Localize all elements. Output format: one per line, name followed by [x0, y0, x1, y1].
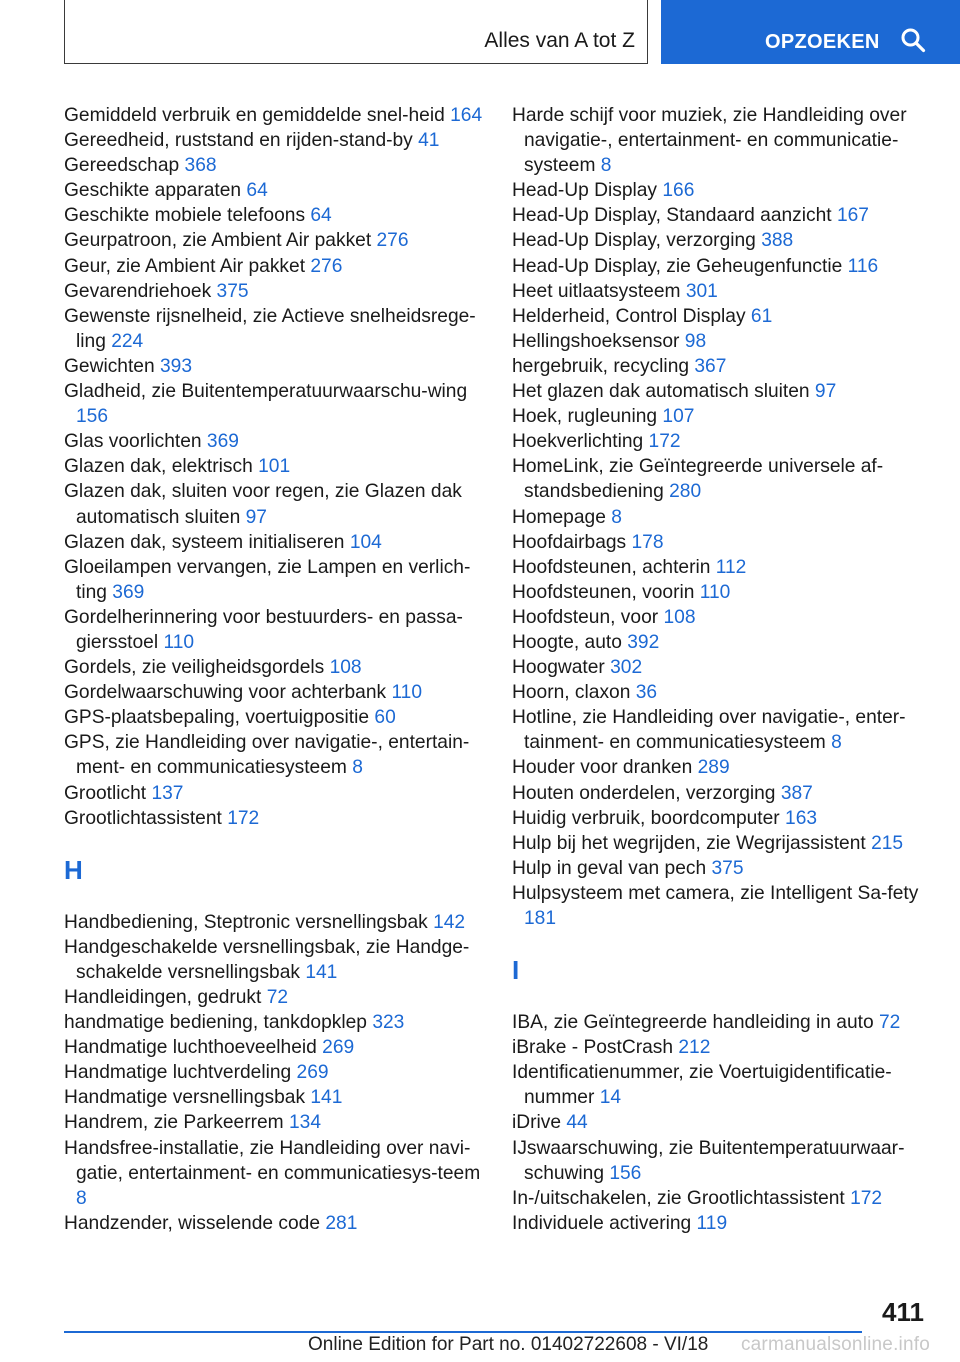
page-link[interactable]: 302: [610, 657, 643, 679]
page-link[interactable]: 64: [246, 180, 268, 202]
index-entry-text: Hulp bij het wegrijden, zie Wegrijassistent: [512, 832, 866, 854]
index-entry: [512, 329, 932, 354]
index-entry: [64, 128, 484, 153]
index-entry: [64, 1010, 484, 1035]
index-entry-text: GPS, zie Handleiding over navigatie-, entertain-ment- en communicatiesysteem: [64, 732, 470, 779]
index-entry: [512, 705, 932, 755]
index-entry: [64, 705, 484, 730]
page-link[interactable]: 72: [266, 987, 289, 1008]
page-link[interactable]: 110: [699, 581, 731, 603]
page-link[interactable]: 8: [611, 506, 622, 528]
page-link[interactable]: 172: [227, 807, 260, 829]
page-link[interactable]: 8: [76, 1187, 87, 1209]
index-entry-text: Glazen dak, systeem initialiseren: [64, 531, 345, 553]
index-entry: [512, 1035, 932, 1060]
page-link[interactable]: 8: [600, 155, 612, 177]
index-entry-text: Het glazen dak automatisch sluiten: [512, 381, 810, 403]
index-entry-text: Hulpsysteem met camera, zie Intelligent Sa-fety: [512, 882, 919, 904]
index-entry: [64, 1035, 484, 1060]
index-entry: [512, 755, 932, 780]
page-link[interactable]: 276: [376, 230, 409, 252]
index-entry-text: Gereedheid, ruststand en rijden-stand-by: [64, 130, 413, 152]
page-link[interactable]: 289: [697, 757, 730, 779]
page-link[interactable]: 97: [245, 506, 267, 528]
index-entry-text: GPS-plaatsbepaling, voertuigpositie: [64, 707, 370, 729]
index-entry-text: Geschikte apparaten: [64, 180, 242, 202]
index-entry-text: In-/uitschakelen, zie Grootlichtassistent: [512, 1187, 845, 1209]
page-link[interactable]: 119: [696, 1212, 728, 1234]
index-entry: [64, 806, 484, 831]
index-entry-text: Head-Up Display, verzorging: [512, 230, 756, 252]
index-entry-text: Harde schijf voor muziek, zie Handleiding over navigatie-, entertainment- en communicatie-systeem: [512, 105, 907, 177]
page-link[interactable]: 166: [662, 180, 695, 202]
page-link[interactable]: 388: [761, 230, 794, 252]
page-link[interactable]: 224: [111, 330, 144, 352]
page-link[interactable]: 110: [391, 682, 423, 704]
index-entry-text: iDrive: [512, 1112, 562, 1134]
page-link[interactable]: 104: [349, 531, 382, 553]
page-link[interactable]: 368: [184, 155, 217, 177]
page-number: 411: [882, 1297, 924, 1327]
index-entry: [512, 1186, 932, 1211]
index-entry: [64, 304, 484, 354]
page-link[interactable]: 14: [599, 1087, 622, 1109]
index-entry-text: Gordelherinnering voor bestuurders- en passa-giersstoel: [64, 606, 463, 653]
index-entry-text: IJswaarschuwing, zie Buitentemperatuurwaar-schuwing: [512, 1137, 905, 1184]
page-link[interactable]: 108: [663, 606, 696, 628]
index-entry-text: Hoofdairbags: [512, 531, 627, 553]
page-link[interactable]: 375: [216, 280, 249, 302]
index-entry: [512, 1136, 932, 1186]
index-entry: [512, 454, 932, 504]
section-tab[interactable]: [64, 0, 648, 64]
page-link[interactable]: 163: [785, 807, 818, 829]
page-link[interactable]: 97: [814, 381, 837, 403]
index-entry-text: Handsfree-installatie, zie Handleiding over navi-gatie, entertainment- en communicatiesys-teem: [64, 1137, 481, 1184]
page-link[interactable]: 60: [374, 707, 396, 729]
page-link[interactable]: 142: [433, 911, 466, 933]
index-entry: [512, 630, 932, 655]
index-entry-text: Glazen dak, sluiten voor regen, zie Glazen dak automatisch sluiten: [64, 481, 462, 528]
index-entry-text: Head-Up Display: [512, 180, 658, 202]
page-link[interactable]: 141: [305, 961, 338, 983]
index-entry-text: Handmatige versnellingsbak: [64, 1087, 306, 1109]
index-entry: [512, 429, 932, 454]
index-entry-text: Gladheid, zie Buitentemperatuurwaarschu-wing: [64, 381, 468, 403]
index-entry-text: Handgeschakelde versnellingsbak, zie Handge-schakelde versnellingsbak: [64, 936, 470, 983]
page-link[interactable]: 134: [289, 1112, 322, 1134]
index-entry-text: Hoofdsteun, voor: [512, 606, 659, 628]
page-link[interactable]: 281: [325, 1212, 358, 1234]
index-entry: [64, 379, 484, 429]
index-entry-text: Hotline, zie Handleiding over navigatie-, enter-tainment- en communicatiesysteem: [512, 707, 906, 754]
index-entry-text: Hoorn, claxon: [512, 682, 631, 704]
index-entry: [512, 304, 932, 329]
index-entry-text: Huidig verbruik, boordcomputer: [512, 807, 780, 829]
index-entry: [64, 935, 484, 985]
index-entry: [64, 605, 484, 655]
page-link[interactable]: 141: [310, 1087, 343, 1109]
index-entry-text: Hoogwater: [512, 657, 605, 679]
page-link[interactable]: 108: [329, 657, 362, 679]
letter-heading: H: [64, 854, 83, 885]
index-entry: [512, 203, 932, 228]
index-entry-text: Geur, zie Ambient Air pakket: [64, 255, 306, 277]
index-entry: [512, 781, 932, 806]
index-entry: [512, 680, 932, 705]
index-entry-text: Hoofdsteunen, voorin: [512, 581, 695, 603]
index-entry-text: Hellingshoeksensor: [512, 330, 680, 352]
index-entry: [64, 153, 484, 178]
index-entry-text: Glas voorlichten: [64, 431, 202, 453]
index-entry: [64, 680, 484, 705]
index-entry-text: Grootlicht: [64, 782, 147, 804]
index-entry-text: Hoofdsteunen, achterin: [512, 556, 711, 578]
index-entry-text: Gloeilampen vervangen, zie Lampen en verlich-ting: [64, 556, 471, 603]
page-link[interactable]: 137: [151, 782, 184, 804]
index-entry-text: Heet uitlaatsysteem: [512, 280, 681, 302]
page-link[interactable]: 393: [160, 355, 193, 377]
index-entry: [512, 856, 932, 881]
index-entry: [64, 655, 484, 680]
page-link[interactable]: 107: [662, 406, 695, 428]
index-entry-text: Houder voor dranken: [512, 757, 693, 779]
index-column-left: [64, 103, 484, 1236]
index-entry-text: Houten onderdelen, verzorging: [512, 782, 776, 804]
page-link[interactable]: 167: [836, 205, 869, 227]
index-entry: [64, 1211, 484, 1236]
index-entry-text: Handzender, wisselende code: [64, 1212, 321, 1234]
index-entry: [64, 1085, 484, 1110]
search-icon: [900, 27, 926, 53]
index-entry-text: Handmatige luchthoeveelheid: [64, 1037, 317, 1059]
footer-divider: [64, 1331, 862, 1333]
index-entry: [512, 806, 932, 831]
index-entry-text: Gereedschap: [64, 155, 180, 177]
index-entry-text: iBrake - PostCrash: [512, 1037, 674, 1059]
index-entry: [64, 1110, 484, 1135]
index-entry: [64, 1136, 484, 1211]
page-link[interactable]: 164: [450, 105, 483, 126]
index-entry: [512, 279, 932, 304]
index-entry: [512, 555, 932, 580]
page-link[interactable]: 269: [322, 1037, 355, 1059]
page-link[interactable]: 215: [871, 832, 904, 854]
page-link[interactable]: 98: [684, 330, 707, 352]
page-link[interactable]: 156: [76, 406, 109, 428]
index-entry: [512, 404, 932, 429]
index-entry-text: Individuele activering: [512, 1212, 692, 1234]
index-entry: [64, 910, 484, 935]
index-entry: [64, 228, 484, 253]
index-entry-text: HomeLink, zie Geïntegreerde universele af-standsbediening: [512, 456, 884, 503]
index-entry: [512, 228, 932, 253]
page-link[interactable]: 276: [310, 255, 343, 277]
page-link[interactable]: 375: [711, 857, 744, 879]
index-entry: [512, 1010, 932, 1035]
search-button-label: OPZOEKEN: [765, 31, 880, 53]
index-entry-text: Gewichten: [64, 355, 155, 377]
index-entry-text: Hoekverlichting: [512, 431, 644, 453]
index-entry-text: Geschikte mobiele telefoons: [64, 205, 306, 227]
index-entry: [512, 379, 932, 404]
index-entry: [512, 178, 932, 203]
index-entry: [64, 985, 484, 1010]
index-entry-text: Handrem, zie Parkeerrem: [64, 1112, 284, 1134]
page-link[interactable]: 369: [112, 581, 145, 603]
index-entry-text: Helderheid, Control Display: [512, 305, 746, 327]
page-link[interactable]: 172: [850, 1187, 883, 1209]
page-link[interactable]: 367: [694, 355, 727, 377]
search-button[interactable]: [661, 0, 960, 64]
page-link[interactable]: 64: [310, 205, 332, 227]
watermark-text: carmanualsonline.info: [740, 1334, 930, 1355]
index-entry-text: Glazen dak, elektrisch: [64, 456, 253, 478]
index-entry-text: Geurpatroon, zie Ambient Air pakket: [64, 230, 372, 252]
index-entry-text: Handmatige luchtverdeling: [64, 1062, 292, 1084]
index-entry: [64, 178, 484, 203]
index-entry: [64, 730, 484, 780]
index-entry-text: hergebruik, recycling: [512, 355, 690, 377]
page-link[interactable]: 101: [258, 456, 291, 478]
page-link[interactable]: 72: [878, 1012, 901, 1034]
index-entry: [512, 1211, 932, 1236]
index-entry: [64, 1060, 484, 1085]
index-entry: [64, 781, 484, 806]
index-entry: [512, 655, 932, 680]
index-entry-text: Handleidingen, gedrukt: [64, 987, 262, 1008]
index-entry-text: Homepage: [512, 506, 606, 528]
page-link[interactable]: 323: [372, 1012, 405, 1034]
index-entry-text: Hoogte, auto: [512, 631, 622, 653]
index-entry: [64, 530, 484, 555]
page-link[interactable]: 369: [206, 431, 239, 453]
index-entry-text: Gewenste rijsnelheid, zie Actieve snelheidsrege-ling: [64, 305, 476, 352]
letter-heading: I: [512, 955, 520, 986]
index-entry: [64, 254, 484, 279]
page-link[interactable]: 172: [648, 431, 681, 453]
index-entry: [512, 605, 932, 630]
page-link[interactable]: 178: [631, 531, 664, 553]
index-entry: [64, 203, 484, 228]
index-column-right: [512, 103, 932, 1236]
page-link[interactable]: 110: [163, 631, 195, 653]
index-entry-text: Hulp in geval van pech: [512, 857, 707, 879]
page-link[interactable]: 8: [831, 732, 842, 754]
page-link[interactable]: 392: [627, 631, 660, 653]
section-tab-label: Alles van A tot Z: [484, 29, 635, 52]
index-entry-text: Head-Up Display, Standaard aanzicht: [512, 205, 832, 227]
index-entry: [512, 831, 932, 856]
index-entry: [64, 103, 484, 128]
page-link[interactable]: 61: [750, 305, 773, 327]
page-link[interactable]: 112: [715, 556, 747, 578]
index-entry-text: Grootlichtassistent: [64, 807, 222, 829]
index-entry: [512, 580, 932, 605]
index-entry: [64, 354, 484, 379]
page-link[interactable]: 181: [524, 908, 557, 929]
page-link[interactable]: 301: [685, 280, 718, 302]
page-link[interactable]: 212: [678, 1037, 711, 1059]
index-entry-text: Hoek, rugleuning: [512, 406, 658, 428]
index-entry-text: IBA, zie Geïntegreerde handleiding in auto: [512, 1012, 874, 1034]
index-entry-text: Gordels, zie veiligheidsgordels: [64, 657, 325, 679]
page-link[interactable]: 280: [669, 481, 702, 503]
page-link[interactable]: 41: [418, 130, 440, 152]
page-link[interactable]: 156: [609, 1162, 642, 1184]
page-link[interactable]: 36: [635, 682, 658, 704]
page-link[interactable]: 269: [296, 1062, 329, 1084]
index-entry: [64, 555, 484, 605]
index-entry: [512, 354, 932, 379]
page-link[interactable]: 44: [566, 1112, 588, 1134]
index-entry-text: handmatige bediening, tankdopklep: [64, 1012, 367, 1034]
index-entry: [512, 530, 932, 555]
index-entry-text: Gevarendriehoek: [64, 280, 212, 302]
index-entry: [512, 1110, 932, 1135]
index-entry: [64, 454, 484, 479]
index-entry: [512, 881, 932, 931]
index-entry: [512, 103, 932, 178]
index-entry: [64, 279, 484, 304]
index-entry: [512, 254, 932, 279]
index-entry-text: Identificatienummer, zie Voertuigidentificatie-nummer: [512, 1062, 892, 1109]
index-entry-text: Gordelwaarschuwing voor achterbank: [64, 682, 387, 704]
index-entry-text: Gemiddeld verbruik en gemiddelde snel-heid: [64, 105, 445, 126]
index-entry: [512, 505, 932, 530]
index-entry: [512, 1060, 932, 1110]
index-entry-text: Head-Up Display, zie Geheugenfunctie: [512, 255, 843, 277]
edition-text: Online Edition for Part no. 01402722608 - VI/18: [308, 1334, 709, 1355]
page-link[interactable]: 387: [780, 782, 813, 804]
index-entry-text: Handbediening, Steptronic versnellingsbak: [64, 911, 428, 933]
index-entry: [64, 429, 484, 454]
page-link[interactable]: 116: [847, 255, 879, 277]
index-entry: [64, 479, 484, 529]
page-link[interactable]: 8: [352, 757, 363, 779]
